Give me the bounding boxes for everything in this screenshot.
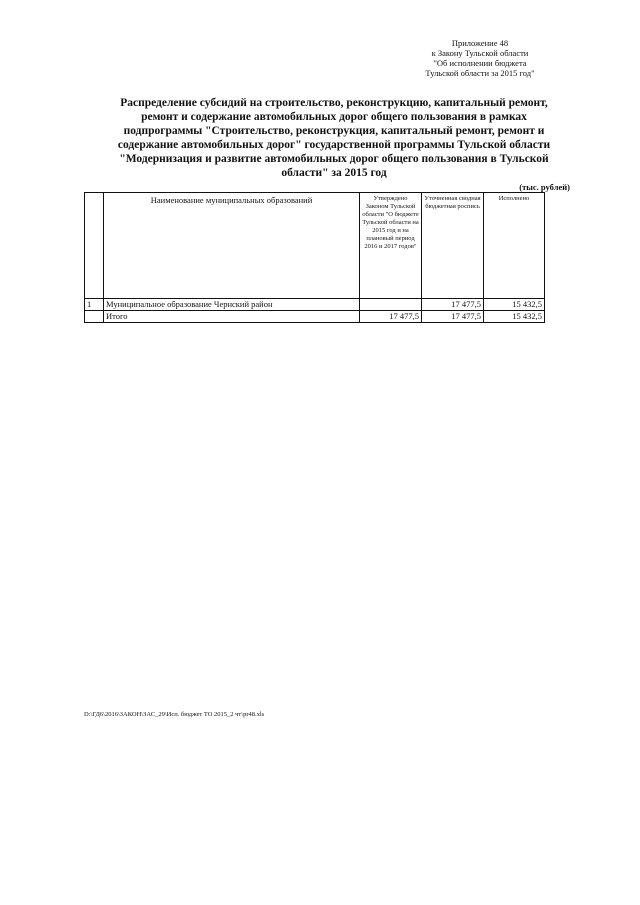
appendix-line-4: Тульской области за 2015 год" bbox=[425, 68, 535, 78]
row-refined: 17 477,5 bbox=[422, 299, 484, 311]
appendix-line-3: "Об исполнении бюджета bbox=[433, 58, 527, 68]
total-row bbox=[85, 311, 545, 323]
total-number bbox=[85, 311, 104, 323]
subsidies-table bbox=[84, 192, 545, 323]
total-refined: 17 477,5 bbox=[422, 311, 484, 323]
title-line-4: содержание автомобильных дорог" государственной программы Тульской области bbox=[117, 139, 551, 151]
row-number: 1 bbox=[85, 299, 104, 311]
header-municipality-name: Наименование муниципальных образований bbox=[104, 193, 360, 299]
table-header-row bbox=[85, 193, 545, 299]
total-approved: 17 477,5 bbox=[360, 311, 422, 323]
title-line-5: "Модернизация и развитие автомобильных дорог общего пользования в Тульской bbox=[119, 153, 549, 165]
title-line-6: области" за 2015 год bbox=[281, 167, 387, 179]
row-approved bbox=[360, 299, 422, 311]
units-label: (тыс. рублей) bbox=[519, 182, 570, 192]
row-municipality: Муниципальное образование Чернский район bbox=[104, 299, 360, 311]
title-line-1: Распределение субсидий на строительство, реконструкцию, капитальный ремонт, bbox=[120, 97, 548, 109]
document-title bbox=[84, 96, 584, 180]
row-executed: 15 432,5 bbox=[484, 299, 545, 311]
header-approved: Утверждено Законом Тульской области "О бюджете Тульской области на 2015 год и на плановый период 2016 и 2017 годов" bbox=[360, 193, 422, 299]
appendix-header bbox=[380, 38, 580, 78]
header-refined: Уточненная сводная бюджетная роспись bbox=[422, 193, 484, 299]
appendix-line-2: к Закону Тульской области bbox=[431, 48, 529, 58]
title-line-2: ремонт и содержание автомобильных дорог общего пользования в рамках bbox=[141, 111, 527, 123]
title-line-3: подпрограммы "Строительство, реконструкция, капитальный ремонт, ремонт и bbox=[123, 125, 545, 137]
header-number bbox=[85, 193, 104, 299]
header-executed: Исполнено bbox=[484, 193, 545, 299]
table-row bbox=[85, 299, 545, 311]
total-label: Итого bbox=[104, 311, 360, 323]
total-executed: 15 432,5 bbox=[484, 311, 545, 323]
file-path-footer: D:\ГД6\2016\ЗАКОН\ЗАС_29\Исп. бюджет ТО 2015_2 чт\pr48.xls bbox=[84, 711, 265, 718]
appendix-line-1: Приложение 48 bbox=[451, 38, 509, 48]
